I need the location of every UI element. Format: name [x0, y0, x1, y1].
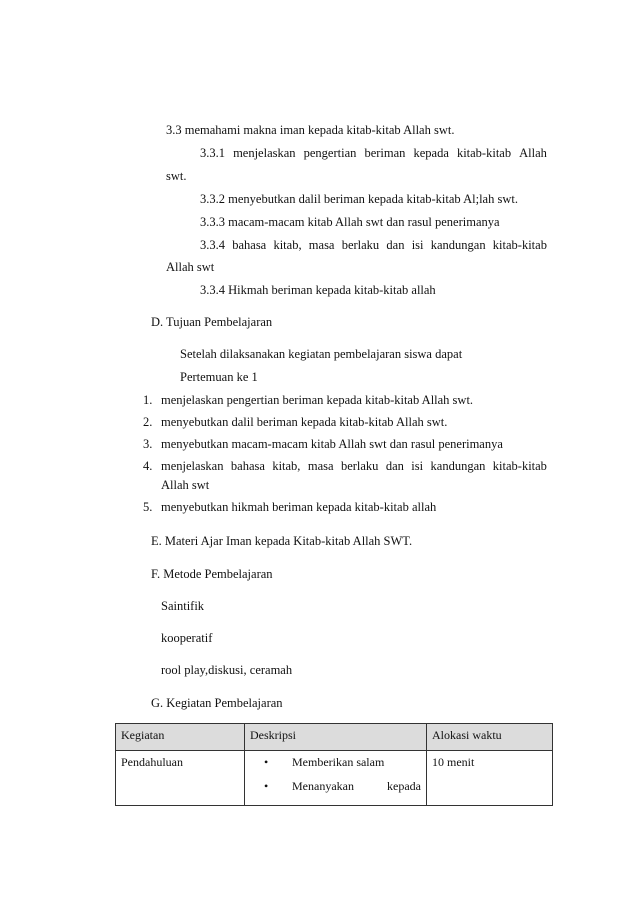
table-header-cell: Alokasi waktu — [427, 724, 553, 751]
word: kitab-kitab — [456, 146, 512, 160]
tujuan-intro: Setelah dilaksanakan kegiatan pembelajaran siswa dapat — [180, 347, 463, 361]
kegiatan-table — [115, 723, 553, 806]
word: 3.3.4 — [200, 238, 225, 252]
word: masa — [308, 238, 335, 252]
materi-line-3-3-3: 3.3.3 macam-macam kitab Allah swt dan rasul penerimanya — [200, 215, 500, 229]
tujuan-item-text: menyebutkan macam-macam kitab Allah swt dan rasul penerimanya — [161, 437, 503, 451]
tujuan-item-number: 1. — [143, 393, 153, 407]
word: kitab, — [273, 238, 302, 252]
table-row — [116, 751, 553, 806]
word: isi — [411, 238, 424, 252]
word: isi — [411, 459, 424, 473]
list-item — [250, 754, 421, 778]
tujuan-pertemuan: Pertemuan ke 1 — [180, 370, 258, 384]
materi-line-3-3-4 — [200, 237, 547, 253]
word: kitab-kitab — [492, 238, 547, 252]
metode-item: Saintifik — [161, 599, 205, 613]
materi-line-3-3-1-cont: swt. — [166, 169, 187, 183]
table-header-row — [116, 724, 553, 751]
tujuan-item-number: 2. — [143, 415, 153, 429]
metode-item: rool play,diskusi, ceramah — [161, 663, 293, 677]
materi-line-3-3-1 — [200, 145, 547, 161]
word: bahasa — [230, 459, 265, 473]
tujuan-item-number: 3. — [143, 437, 153, 451]
list-item — [250, 778, 421, 802]
kegiatan-heading: G. Kegiatan Pembelajaran — [151, 696, 283, 710]
table-cell-kegiatan: Pendahuluan — [116, 751, 245, 806]
word: 3.3.1 — [200, 146, 225, 160]
tujuan-item-number: 5. — [143, 500, 153, 514]
materi-line-hikmah: 3.3.4 Hikmah beriman kepada kitab-kitab allah — [200, 283, 436, 297]
tujuan-heading: D. Tujuan Pembelajaran — [151, 315, 273, 329]
tujuan-item-text: menjelaskan pengertian beriman kepada kitab-kitab Allah swt. — [161, 393, 474, 407]
bullet-icon: • — [264, 779, 269, 793]
table-header-cell: Deskripsi — [245, 724, 427, 751]
word: berlaku — [340, 459, 379, 473]
word: kandungan — [430, 459, 486, 473]
table-cell-waktu: 10 menit — [427, 751, 553, 806]
word: menjelaskan — [161, 459, 224, 473]
word: beriman — [364, 146, 406, 160]
deskripsi-list — [250, 754, 421, 802]
word: masa — [307, 459, 334, 473]
word: menjelaskan — [233, 146, 296, 160]
metode-heading: F. Metode Pembelajaran — [151, 567, 273, 581]
materi-ajar-heading: E. Materi Ajar Iman kepada Kitab-kitab Allah SWT. — [151, 534, 413, 548]
word: pengertian — [303, 146, 357, 160]
metode-item: kooperatif — [161, 631, 213, 645]
word: kepada — [413, 146, 449, 160]
word: kitab, — [272, 459, 301, 473]
word: kitab-kitab — [492, 459, 547, 473]
list-item-text: Menanyakan — [292, 779, 354, 793]
tujuan-item-text: menyebutkan hikmah beriman kepada kitab-kitab allah — [161, 500, 437, 514]
table-header-cell: Kegiatan — [116, 724, 245, 751]
materi-line-3-3-2: 3.3.2 menyebutkan dalil beriman kepada kitab-kitab Al;lah swt. — [200, 192, 518, 206]
tujuan-item-text-cont: Allah swt — [161, 478, 210, 492]
list-item-text: kepada — [387, 779, 421, 793]
word: kandungan — [430, 238, 486, 252]
tujuan-item-text: menyebutkan dalil beriman kepada kitab-kitab Allah swt. — [161, 415, 448, 429]
tujuan-item-number: 4. — [143, 459, 153, 473]
word: berlaku — [341, 238, 380, 252]
word: dan — [386, 238, 405, 252]
word: bahasa — [232, 238, 267, 252]
bullet-icon: • — [264, 755, 269, 769]
table-cell-deskripsi — [245, 751, 427, 806]
word: dan — [385, 459, 404, 473]
tujuan-item-text — [161, 458, 547, 474]
materi-line-3-3-4-cont: Allah swt — [166, 260, 215, 274]
materi-line-3-3: 3.3 memahami makna iman kepada kitab-kitab Allah swt. — [166, 123, 455, 137]
list-item-text: Memberikan salam — [292, 755, 385, 769]
word: Allah — [519, 146, 547, 160]
